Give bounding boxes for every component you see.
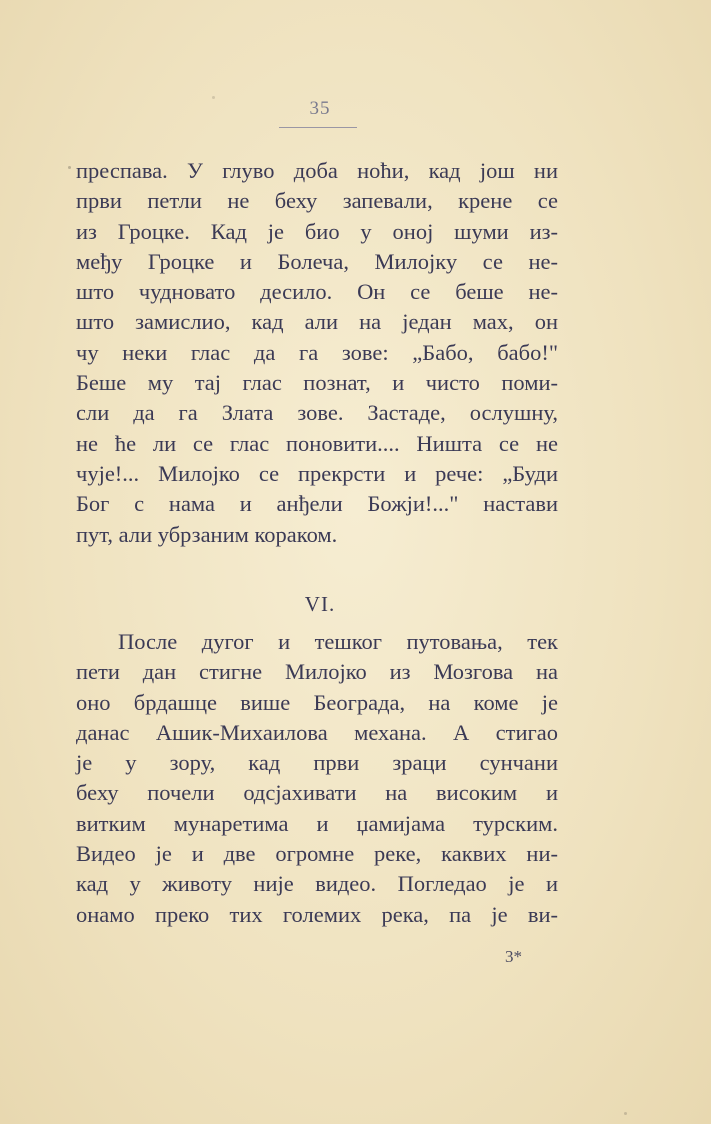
- text-line: што замислио, кад али на један мах, он: [76, 309, 558, 335]
- text-line: Видео је и две огромне реке, каквих ни-: [76, 841, 558, 867]
- text-line: данас Ашик-Михаилова механа. А стигао: [76, 719, 558, 745]
- header-rule: [279, 127, 357, 128]
- text-line: што чудновато десило. Он се беше не-: [76, 279, 558, 305]
- text-line: не ће ли се глас поновити.... Ништа се не: [76, 430, 558, 456]
- text-line: сли да га Злата зове. Застаде, ослушну,: [76, 400, 558, 426]
- signature-mark: 3*: [505, 947, 522, 966]
- paragraph-1: [76, 156, 558, 550]
- text-line: пети дан стигне Милојко из Мозгова на: [76, 659, 558, 685]
- text-line: чује!... Милојко се прекрсти и рече: „Буди: [76, 460, 558, 486]
- text-line: оно брдашце више Београда, на коме је: [76, 689, 558, 715]
- paper-speck: [212, 96, 215, 99]
- text-line: Бог с нама и анђели Божји!..." настави: [76, 491, 558, 517]
- page-number: 35: [309, 98, 331, 119]
- text-line: беху почели одсјахивати на високим и: [76, 780, 558, 806]
- text-line: међу Гроцке и Болеча, Милојку се не-: [76, 248, 558, 274]
- text-line: из Гроцке. Кад је био у оној шуми из-: [76, 218, 558, 244]
- text-line: онамо преко тих големих река, па је ви-: [76, 901, 558, 927]
- text-line: пут, али убрзаним кораком.: [76, 521, 338, 547]
- text-line: је у зору, кад први зраци сунчани: [76, 750, 558, 776]
- text-line: кад у животу није видео. Погледао је и: [76, 871, 558, 897]
- text-line: После дугог и тешког путовања, тек: [118, 629, 558, 654]
- text-line: Беше му тај глас познат, и чисто поми-: [76, 370, 558, 396]
- text-line: витким мунаретима и џамијама турским.: [76, 810, 558, 836]
- text-line: чу неки глас да га зове: „Бабо, бабо!": [76, 339, 558, 365]
- paper-speck: [68, 166, 71, 169]
- text-line: преспава. У глуво доба ноћи, кад још ни: [76, 158, 558, 183]
- paper-speck: [624, 1112, 627, 1115]
- text-line: први петли не беху запевали, крене се: [76, 188, 558, 214]
- paragraph-2: [76, 627, 558, 930]
- chapter-heading: VI.: [304, 592, 336, 616]
